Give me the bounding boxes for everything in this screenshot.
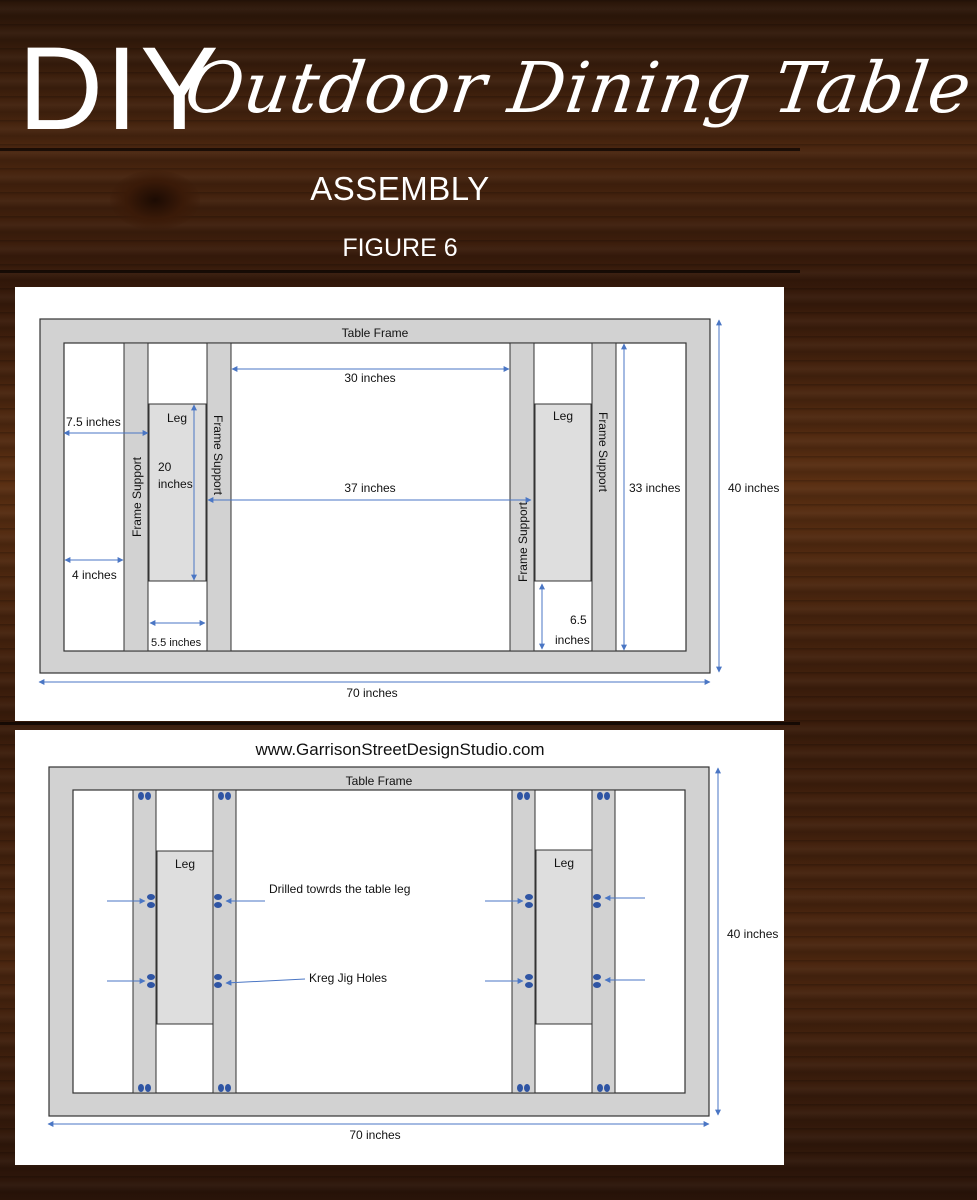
kreg-hole [147, 982, 155, 988]
leg-right [535, 404, 591, 581]
kreg-hole [214, 974, 222, 980]
leg-right-label: Leg [552, 409, 574, 423]
kreg-hole [214, 982, 222, 988]
dim-4-label: 4 inches [72, 568, 117, 582]
frame-support-left-inner [207, 343, 231, 651]
kreg-hole [138, 792, 144, 800]
kreg-hole [525, 902, 533, 908]
kreg-hole [597, 792, 603, 800]
dim-20-label-2: inches [158, 477, 193, 491]
top-diagram-panel [15, 287, 784, 721]
frame-support-left-inner [213, 790, 236, 1093]
dim-6-5-label-1: 6.5 [570, 613, 587, 627]
frame-support-right-outer [592, 790, 615, 1093]
dim-40-label: 40 inches [727, 927, 779, 941]
kreg-hole [147, 894, 155, 900]
kreg-hole [147, 902, 155, 908]
dim-33-label: 33 inches [629, 481, 681, 495]
dim-5-5-label: 5.5 inches [151, 637, 202, 649]
kreg-hole [214, 894, 222, 900]
table-frame-label: Table Frame [341, 326, 409, 340]
frame-support-right-inner-label: Frame Support [516, 501, 530, 583]
kreg-hole [525, 982, 533, 988]
dim-37-label: 37 inches [344, 481, 396, 495]
leg-left [149, 404, 206, 581]
note-kreg-jig-holes: Kreg Jig Holes [309, 971, 388, 985]
dim-6-5-label-2: inches [555, 633, 590, 647]
kreg-hole [525, 894, 533, 900]
kreg-hole [225, 792, 231, 800]
assembly-subtitle: ASSEMBLY [310, 170, 490, 207]
website-url[interactable]: www.GarrisonStreetDesignStudio.com [255, 740, 545, 759]
header [0, 0, 977, 285]
dim-30-label: 30 inches [344, 371, 396, 385]
kreg-hole [517, 792, 523, 800]
kreg-hole [218, 792, 224, 800]
dim-40-label: 40 inches [728, 481, 780, 495]
dim-70-label: 70 inches [346, 686, 398, 700]
kreg-hole [517, 1084, 523, 1092]
note-drilled: Drilled towrds the table leg [269, 882, 411, 896]
frame-support-right-outer [592, 343, 616, 651]
kreg-hole [147, 974, 155, 980]
leg-right [536, 850, 592, 1024]
kreg-hole [597, 1084, 603, 1092]
frame-support-right-inner [510, 343, 534, 651]
script-title: Outdoor Dining Table [180, 47, 977, 129]
frame-support-right-outer-label: Frame Support [596, 411, 610, 493]
top-diagram [15, 287, 784, 721]
frame-support-left-inner-label: Frame Support [211, 414, 225, 496]
kreg-hole [524, 1084, 530, 1092]
kreg-hole [145, 1084, 151, 1092]
kreg-hole [593, 894, 601, 900]
leg-left-label: Leg [166, 411, 188, 425]
figure-label: FIGURE 6 [342, 234, 458, 262]
kreg-hole [593, 974, 601, 980]
kreg-hole [593, 902, 601, 908]
frame-support-left-outer-label: Frame Support [130, 456, 144, 538]
table-frame-label: Table Frame [345, 774, 413, 788]
kreg-hole [225, 1084, 231, 1092]
kreg-hole [145, 792, 151, 800]
bottom-diagram [15, 730, 784, 1165]
kreg-hole [524, 792, 530, 800]
frame-support-left-outer [133, 790, 156, 1093]
kreg-hole [525, 974, 533, 980]
diy-title: DIY [18, 23, 221, 155]
kreg-hole [593, 982, 601, 988]
bottom-diagram-panel [15, 730, 784, 1165]
wood-plank-seam [0, 722, 800, 725]
dim-70-label: 70 inches [349, 1128, 401, 1142]
kreg-hole [604, 1084, 610, 1092]
frame-support-right-inner [512, 790, 535, 1093]
kreg-hole [214, 902, 222, 908]
dim-20-label-1: 20 [158, 460, 172, 474]
kreg-hole [218, 1084, 224, 1092]
leg-left-label: Leg [174, 857, 196, 871]
leg-left [157, 851, 213, 1024]
dim-7-5-label: 7.5 inches [66, 415, 121, 429]
kreg-hole [604, 792, 610, 800]
kreg-hole [138, 1084, 144, 1092]
leg-right-label: Leg [553, 856, 575, 870]
